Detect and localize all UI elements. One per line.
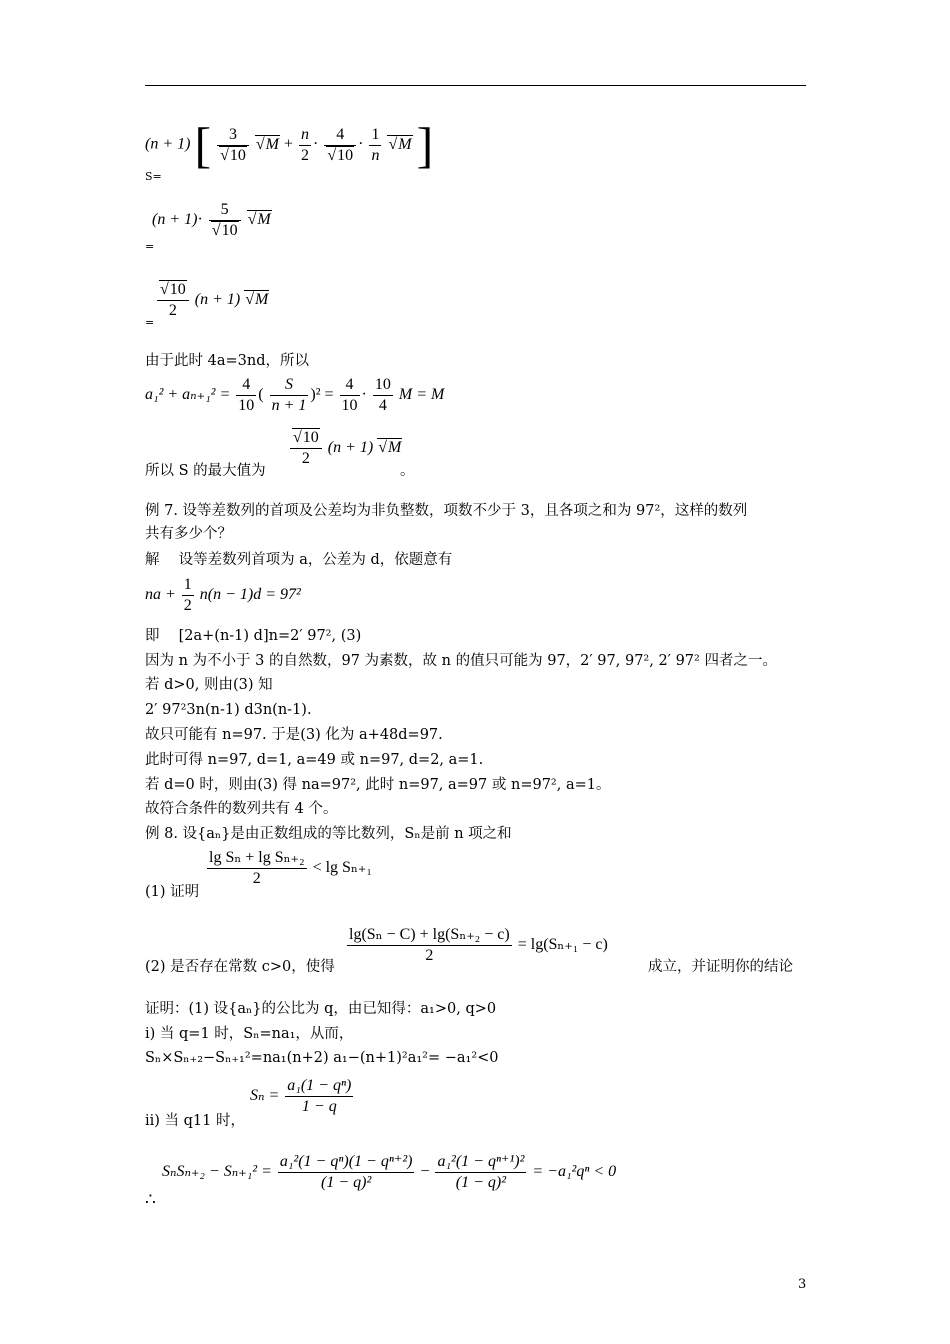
formula-sum: na + $\frac{1}{2}$ n(n − 1)d = 97² [145, 576, 301, 614]
formula-s-step2: (n + 1)· 5 √ 10 √ M [152, 200, 272, 241]
text-since: 由于此时 4a=3nd，所以 [145, 353, 309, 369]
text-ji: 即 [2a+(n-1) d]n=2′ 97², (3) [145, 628, 362, 644]
case-1: i) 当 q=1 时，Sₙ=na₁，从而， [145, 1026, 354, 1042]
proof-intro: 证明：(1) 设{aₙ}的公比为 q，由已知得：a₁>0, q>0 [145, 1001, 497, 1017]
case-1-eq: Sₙ×Sₙ₊₂−Sₙ₊₁²=na₁(n+2) a₁−(n+1)²a₁²= −a₁²<0 [145, 1050, 499, 1066]
s-label: S= [145, 170, 162, 183]
formula-max-s: √ $\frac{10}{2}$ (n + 1) √ M [288, 428, 402, 469]
eq-label-2: = [145, 316, 155, 329]
text-total: 故符合条件的数列共有 4 个。 [145, 801, 338, 817]
part-2-end: 成立，并证明你的结论 [648, 959, 793, 975]
example-7-line1: 例 7. 设等差数列的首项及公差均为非负整数，项数不少于 3，且各项之和为 97²，这样的数列 [145, 503, 748, 519]
formula-a1-sq: a₁² + aₙ₊₁² = $\frac{4}{10}$ ( $\frac{S}{n + 1}$ )² = $\frac{4}{10}$ · $\frac{10}{4}$ M = M [145, 376, 445, 414]
formula-s-expansion: (n + 1) [ 3 √ 10 √ M + $\frac{n}{2}$ · 4 √ 10 · $\frac{1}{n}$ √ M ] [145, 120, 433, 170]
text-if-d0: 若 d=0 时，则由(3) 得 na=97², 此时 n=97, a=97 或 n=97², a=1。 [145, 777, 611, 793]
formula-lg-ineq: $\frac{\text{lg Sₙ + lg Sₙ₊₂}}{2}$ < lg Sₙ₊₁ [209, 849, 372, 887]
case-2: ii) 当 q11 时， [145, 1113, 245, 1129]
text-only: 故只可能有 n=97. 于是(3) 化为 a+48d=97. [145, 727, 443, 743]
formula-sn: Sₙ = $\frac{\text{a₁(1 − qⁿ)}}{1 - q}$ [250, 1077, 352, 1115]
eq-label-1: = [145, 240, 155, 253]
example-7-line2: 共有多少个？ [145, 526, 232, 542]
part-1: (1) 证明 [145, 884, 200, 900]
header-rule [145, 85, 806, 86]
therefore-symbol: ∴ [145, 1190, 156, 1210]
formula-lg-c: $\frac{\text{lg(Sₙ − C) + lg(Sₙ₊₂ − c)}}{2}$ = lg(Sₙ₊₁ − c) [349, 926, 608, 964]
text-if-d: 若 d>0, 则由(3) 知 [145, 677, 273, 693]
page-number: 3 [798, 1277, 807, 1292]
text-then: 此时可得 n=97, d=1, a=49 或 n=97, d=2, a=1. [145, 752, 484, 768]
text-max-s: 所以 S 的最大值为 [145, 463, 266, 479]
text-inequality: 2′ 97²3n(n-1) d3n(n-1). [145, 702, 312, 718]
text-max-s-end: 。 [400, 463, 415, 479]
solution-intro: 解 设等差数列首项为 a，公差为 d，依题意有 [145, 552, 453, 568]
example-8: 例 8. 设{aₙ}是由正数组成的等比数列，Sₙ是前 n 项之和 [145, 826, 512, 842]
text-because: 因为 n 为不小于 3 的自然数，97 为素数，故 n 的值只可能为 97，2′ 97, 97², 2′ 97² 四者之一。 [145, 653, 777, 669]
formula-big: SₙSₙ₊₂ − Sₙ₊₁² = $\frac{\text{a₁²(1 − qⁿ)(1 − qⁿ⁺²)}}{\text{(1 − q)²}}$ − $\frac{\text{a₁²(1 − qⁿ⁺¹)²}}{\text{(1 − q)²}}$ = −a₁²qⁿ < 0 [162, 1153, 617, 1191]
formula-s-step3: √ $\frac{10}{2}$ (n + 1) √ M [155, 280, 269, 321]
part-2: (2) 是否存在常数 c>0，使得 [145, 959, 335, 975]
